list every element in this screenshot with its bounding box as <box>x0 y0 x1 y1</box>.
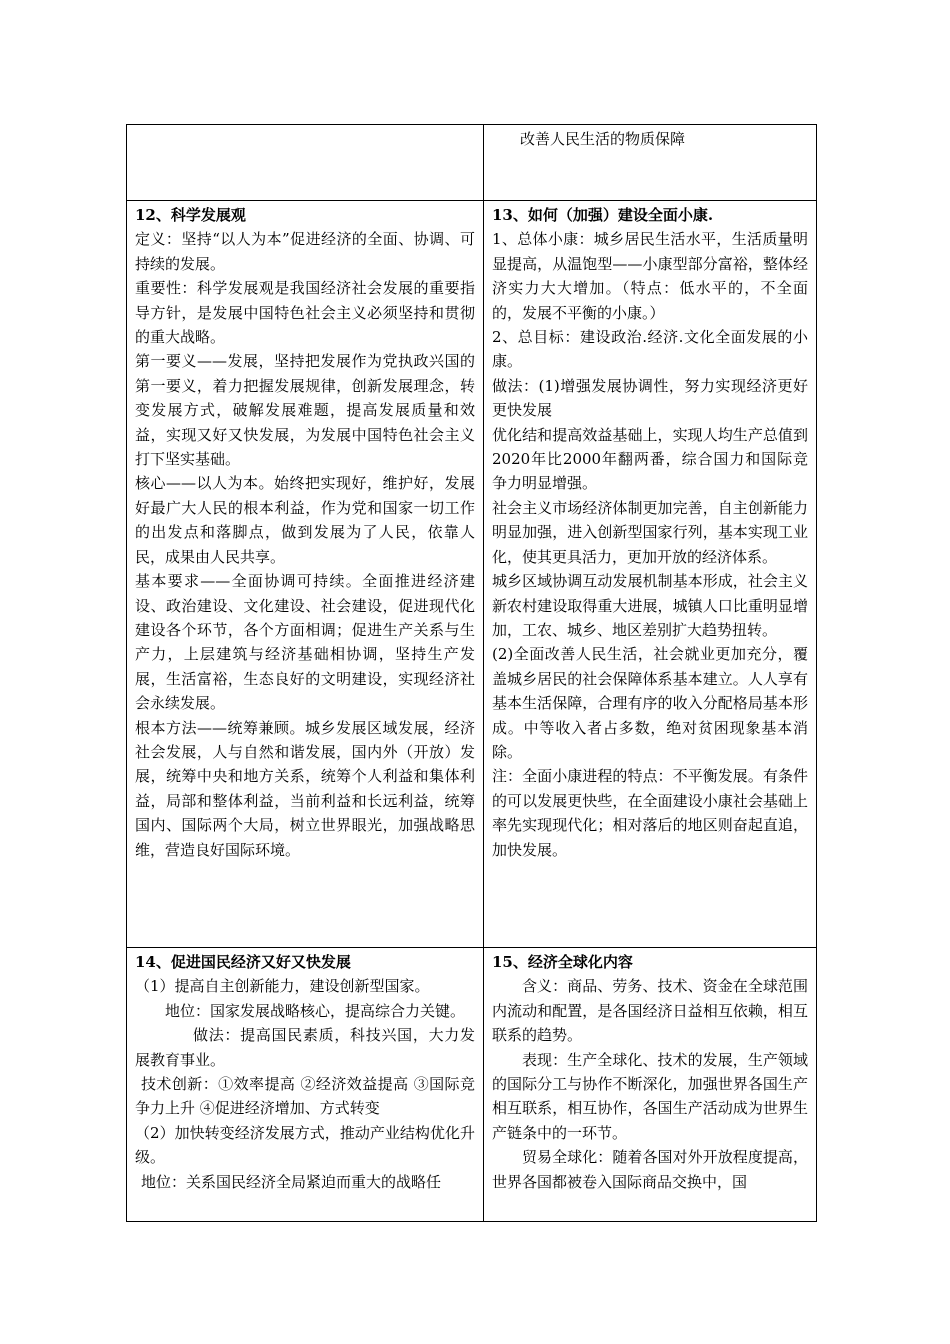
section-12-importance: 重要性：科学发展观是我国经济社会发展的重要指导方针，是发展中国特色社会主义必须坚持和贯彻的重大战略。 <box>135 279 475 347</box>
section-13-para: 优化结和提高效益基础上，实现人均生产总值到2020年比2000年翻两番，综合国力和国际竞争力明显增强。 <box>492 425 808 493</box>
section-12-definition: 定义：坚持“以人为本”促进经济的全面、协调、可持续的发展。 <box>135 230 475 273</box>
section-12-core: 核心——以人为本。始终把实现好，维护好，发展好最广大人民的根本利益，作为党和国家一切工作的出发点和落脚点，做到发展为了人民，依靠人民，成果由人民共享。 <box>135 474 475 566</box>
section-13-para: 1、总体小康：城乡居民生活水平，生活质量明显提高，从温饱型——小康型部分富裕，整体经济实力大大增加。（特点：低水平的，不全面的，发展不平衡的小康。） <box>492 230 808 322</box>
section-14-line: （1）提高自主创新能力，建设创新型国家。 <box>135 977 430 996</box>
cell-section-13 <box>484 201 817 948</box>
section-12-fundamental-method: 根本方法——统筹兼顾。城乡发展区域发展，经济社会发展，人与自然和谐发展，国内外（开放）发展，统筹中央和地方关系，统筹个人利益和集体利益，局部和整体利益，当前利益和长远利益，统筹国内、国际两个大局，树立世界眼光，加强战略思维，营造良好国际环境。 <box>135 718 475 859</box>
section-13-para: 城乡区域协调互动发展机制基本形成，社会主义新农村建设取得重大进展，城镇人口比重明显增加，工农、城乡、地区差别扩大趋势扭转。 <box>492 572 808 639</box>
cell-section-12 <box>127 201 484 948</box>
empty-cell <box>127 125 484 201</box>
section-14-line: 技术创新：①效率提高 ②经济效益提高 ③国际竞争力上升 ④促进经济增加、方式转变 <box>135 1075 475 1118</box>
section-13-para: 社会主义市场经济体制更加完善，自主创新能力明显加强，进入创新型国家行列，基本实现工业化，使其更具活力，更加开放的经济体系。 <box>492 498 808 566</box>
cell-section-15 <box>484 948 817 1222</box>
section-14-line: 做法：提高国民素质，科技兴国，大力发展教育事业。 <box>135 1026 475 1069</box>
section-13-title: 13、如何（加强）建设全面小康. <box>492 206 714 224</box>
section-14-title: 14、促进国民经济又好又快发展 <box>135 953 351 971</box>
section-12-first-principle: 第一要义——发展，坚持把发展作为党执政兴国的第一要义，着力把握发展规律，创新发展理念，转变发展方式，破解发展难题，提高发展质量和效益，实现又好又快发展，为发展中国特色社会主义打下坚实基础。 <box>135 352 475 469</box>
section-14-line: （2）加快转变经济发展方式，推动产业结构优化升级。 <box>135 1123 475 1167</box>
table-row <box>127 201 817 948</box>
notes-table <box>126 124 817 1222</box>
section-12-title: 12、科学发展观 <box>135 206 246 224</box>
continuation-text: 改善人民生活的物质保障 <box>520 130 686 148</box>
cell-continuation <box>484 125 817 201</box>
section-13-para: 注：全面小康进程的特点：不平衡发展。有条件的可以发展更快些，在全面建设小康社会基础上率先实现现代化；相对落后的地区则奋起直追，加快发展。 <box>492 767 808 859</box>
table-row <box>127 948 817 1222</box>
section-15-line: 含义：商品、劳务、技术、资金在全球范围内流动和配置，是各国经济日益相互依赖，相互联系的趋势。 <box>492 977 808 1045</box>
cell-section-14 <box>127 948 484 1222</box>
section-15-line: 贸易全球化：随着各国对外开放程度提高，世界各国都被卷入国际商品交换中，国 <box>492 1148 808 1191</box>
section-12-basic-requirement: 基本要求——全面协调可持续。全面推进经济建设、政治建设、文化建设、社会建设，促进现代化建设各个环节，各个方面相调；促进生产关系与生产力，上层建筑与经济基础相协调，坚持生产发展，生活富裕，生态良好的文明建设，实现经济社会永续发展。 <box>135 572 475 713</box>
table-row <box>127 125 817 201</box>
section-15-title: 15、经济全球化内容 <box>492 953 633 971</box>
section-13-para: (2)全面改善人民生活，社会就业更加充分，覆盖城乡居民的社会保障体系基本建立。人人享有基本生活保障，合理有序的收入分配格局基本形成。中等收入者占多数，绝对贫困现象基本消除。 <box>492 645 808 761</box>
section-14-line: 地位：关系国民经济全局紧迫而重大的战略任 <box>141 1172 442 1191</box>
section-14-line: 地位：国家发展战略核心，提高综合力关键。 <box>165 1001 466 1020</box>
section-15-line: 表现：生产全球化、技术的发展，生产领域的国际分工与协作不断深化，加强世界各国生产相互联系，相互协作，各国生产活动成为世界生产链条中的一环节。 <box>492 1050 808 1142</box>
section-13-para: 做法：(1)增强发展协调性，努力实现经济更好更快发展 <box>492 376 808 420</box>
section-13-para: 2、总目标：建设政治.经济.文化全面发展的小康。 <box>492 328 808 371</box>
